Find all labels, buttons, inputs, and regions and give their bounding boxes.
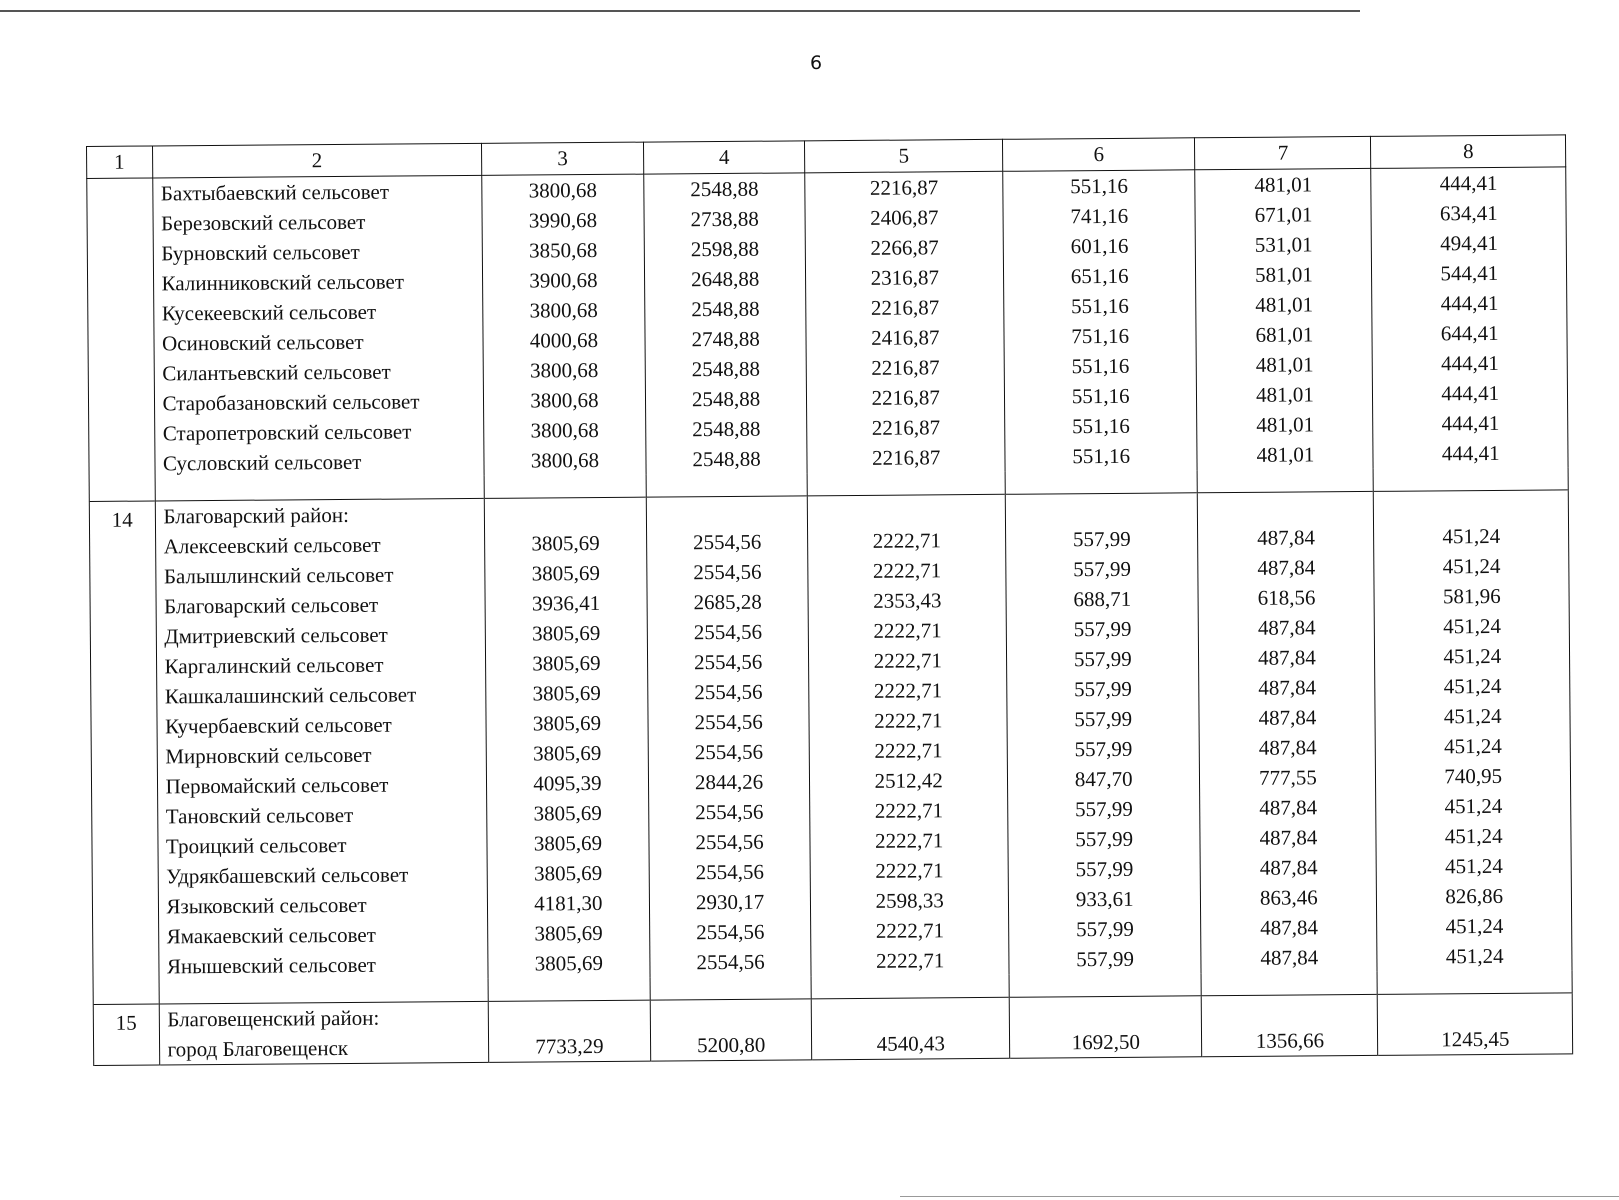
numeric-value: 601,16 — [1070, 233, 1129, 259]
numeric-value: 487,84 — [1257, 525, 1316, 550]
numeric-value: 557,99 — [1074, 796, 1133, 822]
numeric-value: 3800,68 — [530, 417, 599, 443]
numeric-value: 2222,71 — [875, 918, 945, 943]
numeric-value: 688,71 — [1073, 586, 1132, 612]
numeric-value: 481,01 — [1255, 382, 1314, 407]
name-cell — [155, 498, 488, 981]
column-header: 1 — [87, 146, 153, 179]
numeric-value: 2648,88 — [690, 266, 760, 292]
value-cell-col-6 — [1005, 493, 1201, 975]
numeric-value: 451,24 — [1444, 733, 1502, 759]
numeric-value: 618,56 — [1257, 585, 1316, 610]
numeric-value: 451,24 — [1444, 853, 1503, 879]
numeric-value: 3805,69 — [532, 680, 601, 706]
numeric-value: 3805,69 — [534, 950, 604, 976]
numeric-value: 2222,71 — [874, 708, 943, 733]
numeric-value: 551,16 — [1072, 443, 1131, 469]
value-cell-col-3 — [488, 1000, 650, 1062]
numeric-value: 551,16 — [1071, 383, 1130, 409]
numeric-value: 3805,69 — [532, 710, 602, 736]
numeric-value: 2512,42 — [874, 768, 943, 793]
numeric-value: 451,24 — [1445, 913, 1504, 939]
numeric-value: 444,41 — [1441, 440, 1500, 466]
numeric-value: 487,84 — [1259, 795, 1318, 820]
numeric-value: 487,84 — [1260, 945, 1319, 970]
spacer-cell — [1374, 467, 1569, 491]
numeric-value: 2216,87 — [869, 175, 939, 200]
blank-line — [816, 495, 997, 526]
numeric-value: 2416,87 — [871, 325, 940, 350]
name-cell — [152, 175, 484, 478]
blank-line — [820, 998, 1001, 1029]
numeric-value: 2222,71 — [872, 558, 942, 583]
numeric-value: 2216,87 — [871, 355, 940, 380]
numeric-value: 451,24 — [1442, 553, 1501, 579]
numeric-value: 487,84 — [1258, 675, 1317, 700]
numeric-value: 551,16 — [1071, 353, 1130, 379]
numeric-value: 2406,87 — [870, 205, 939, 230]
numeric-value: 2222,71 — [872, 528, 942, 553]
numeric-value: 551,16 — [1071, 293, 1129, 319]
numeric-value: 557,99 — [1072, 526, 1131, 552]
numeric-value: 2554,56 — [693, 649, 763, 675]
spacer-cell — [89, 478, 155, 501]
numeric-value: 2222,71 — [874, 738, 943, 763]
numeric-value: 740,95 — [1444, 763, 1503, 789]
settlement-name: Старобазановский сельсовет — [162, 389, 420, 416]
numeric-value: 4181,30 — [534, 890, 603, 916]
numeric-value: 444,41 — [1441, 350, 1499, 376]
column-header: 6 — [1002, 138, 1195, 172]
numeric-value: 5200,80 — [696, 1032, 766, 1058]
name-cell — [159, 1001, 489, 1065]
settlement-name: Янышевский сельсовет — [166, 952, 377, 979]
numeric-value: 671,01 — [1254, 202, 1313, 227]
numeric-value: 2930,17 — [695, 889, 765, 915]
blank-line — [1014, 493, 1190, 524]
settlement-name: Троицкий сельсовет — [165, 832, 347, 859]
numeric-value: 4000,68 — [529, 327, 599, 353]
numeric-value: 2685,28 — [693, 589, 762, 615]
numeric-value: 481,01 — [1256, 412, 1315, 437]
value-cell-col-4 — [650, 999, 812, 1061]
numeric-value: 933,61 — [1075, 886, 1134, 912]
column-header: 8 — [1371, 135, 1566, 169]
numeric-value: 3800,68 — [528, 177, 597, 203]
data-table — [86, 134, 1573, 1066]
numeric-value: 2554,56 — [694, 709, 763, 735]
numeric-value: 487,84 — [1260, 915, 1319, 940]
numeric-value: 551,16 — [1070, 173, 1129, 199]
settlement-name: Первомайский сельсовет — [165, 772, 389, 799]
value-cell-col-5 — [812, 997, 1010, 1060]
value-cell-col-3 — [484, 497, 649, 979]
settlement-name: Балышлинский сельсовет — [163, 562, 394, 589]
settlement-name: Кучербаевский сельсовет — [164, 712, 392, 739]
numeric-value: 557,99 — [1074, 736, 1133, 762]
numeric-value: 2216,87 — [871, 445, 941, 470]
numeric-value: 557,99 — [1074, 676, 1132, 702]
spacer-cell — [1198, 469, 1374, 493]
numeric-value: 3805,69 — [532, 650, 601, 676]
value-cell-col-8 — [1374, 490, 1572, 972]
blank-line — [1018, 996, 1194, 1027]
numeric-value: 3800,68 — [529, 357, 599, 383]
value-cell-col-3 — [482, 174, 646, 476]
blank-line — [493, 498, 638, 529]
numeric-value: 557,99 — [1074, 706, 1133, 732]
numeric-value: 1692,50 — [1071, 1029, 1140, 1055]
settlement-name: Мирновский сельсовет — [165, 742, 372, 769]
scan-edge-line — [0, 10, 1360, 12]
settlement-name: Дмитриевский сельсовет — [164, 622, 388, 649]
value-cell-col-6 — [1003, 170, 1198, 472]
numeric-value: 751,16 — [1071, 323, 1130, 349]
numeric-value: 3990,68 — [528, 207, 598, 233]
spacer-cell — [1009, 973, 1202, 997]
table-row — [93, 993, 1572, 1066]
numeric-value: 487,84 — [1258, 645, 1316, 670]
numeric-value: 451,24 — [1444, 793, 1503, 819]
numeric-value: 2554,56 — [695, 859, 765, 885]
numeric-value: 826,86 — [1445, 883, 1504, 909]
spacer-cell — [650, 976, 812, 1000]
numeric-value: 544,41 — [1440, 260, 1499, 286]
numeric-value: 581,96 — [1442, 583, 1501, 609]
blank-line — [1206, 492, 1365, 523]
numeric-value: 2216,87 — [871, 415, 941, 440]
numeric-value: 1245,45 — [1441, 1026, 1510, 1052]
numeric-value: 3805,69 — [533, 800, 602, 826]
settlement-name: Кашкалашинский сельсовет — [164, 682, 417, 709]
numeric-value: 557,99 — [1075, 916, 1134, 942]
numeric-value: 2548,88 — [690, 176, 759, 202]
settlement-name: Старопетровский сельсовет — [162, 419, 412, 446]
numeric-value: 3805,69 — [532, 620, 601, 646]
settlement-name: город Благовещенск — [167, 1035, 349, 1062]
numeric-value: 2598,88 — [690, 236, 760, 262]
spacer-cell — [488, 978, 650, 1002]
page-number: 6 — [810, 52, 823, 74]
numeric-value: 487,84 — [1259, 825, 1318, 850]
numeric-value: 3936,41 — [531, 590, 601, 616]
value-cell-col-6 — [1009, 996, 1202, 1059]
numeric-value: 487,84 — [1258, 735, 1317, 760]
numeric-value: 1356,66 — [1255, 1028, 1325, 1053]
numeric-value: 2222,71 — [874, 828, 944, 853]
numeric-value: 481,01 — [1255, 352, 1314, 377]
numeric-value: 681,01 — [1255, 322, 1314, 347]
spacer-cell — [1005, 470, 1198, 494]
numeric-value: 2216,87 — [871, 385, 940, 410]
value-cell-col-8 — [1371, 167, 1568, 469]
settlement-name: Тановский сельсовет — [165, 802, 354, 829]
numeric-value: 634,41 — [1439, 200, 1498, 226]
spacer-cell — [155, 476, 485, 501]
numeric-value: 2844,26 — [694, 769, 764, 795]
numeric-value: 3805,69 — [533, 830, 603, 856]
table-row — [87, 167, 1568, 479]
blank-line — [1210, 995, 1369, 1026]
numeric-value: 741,16 — [1070, 203, 1129, 229]
spacer-cell — [93, 981, 159, 1004]
numeric-value: 557,99 — [1073, 556, 1132, 582]
numeric-value: 581,01 — [1255, 262, 1313, 287]
numeric-value: 2548,88 — [692, 416, 761, 442]
value-cell-col-8 — [1378, 993, 1573, 1056]
numeric-value: 444,41 — [1440, 290, 1499, 316]
numeric-value: 2554,56 — [696, 949, 765, 975]
spacer-cell — [1201, 972, 1377, 996]
blank-line — [658, 999, 803, 1030]
settlement-name: Сусловский сельсовет — [162, 449, 362, 476]
numeric-value: 847,70 — [1074, 766, 1133, 792]
numeric-value: 451,24 — [1443, 613, 1502, 639]
numeric-value: 551,16 — [1071, 413, 1130, 439]
numeric-value: 557,99 — [1075, 826, 1134, 852]
settlement-name: Бахтыбаевский сельсовет — [160, 179, 390, 206]
numeric-value: 3805,69 — [531, 530, 600, 556]
numeric-value: 494,41 — [1440, 230, 1499, 256]
numeric-value: 3800,68 — [530, 447, 600, 473]
numeric-value: 2222,71 — [875, 858, 944, 883]
numeric-value: 3800,68 — [529, 297, 598, 323]
numeric-value: 487,84 — [1259, 855, 1318, 880]
numeric-value: 7733,29 — [535, 1033, 604, 1059]
numeric-value: 3800,68 — [530, 387, 599, 413]
spacer-cell — [1377, 970, 1572, 994]
numeric-value: 3805,69 — [532, 740, 602, 766]
numeric-value: 444,41 — [1441, 410, 1500, 436]
numeric-value: 2353,43 — [873, 588, 942, 613]
numeric-value: 3805,69 — [531, 560, 600, 586]
scan-edge-line — [900, 1196, 1619, 1197]
district-title: Благоварский район: — [163, 502, 350, 529]
value-cell-col-4 — [644, 173, 808, 475]
numeric-value: 2598,33 — [875, 888, 944, 913]
spacer-cell — [159, 979, 489, 1004]
numeric-value: 487,84 — [1258, 705, 1317, 730]
numeric-value: 651,16 — [1070, 263, 1129, 289]
numeric-value: 2266,87 — [870, 235, 939, 260]
numeric-value: 451,24 — [1443, 673, 1502, 699]
numeric-value: 2548,88 — [691, 356, 761, 382]
table-row — [89, 490, 1572, 982]
settlement-name: Березовский сельсовет — [161, 209, 366, 236]
numeric-value: 481,01 — [1256, 442, 1315, 467]
numeric-value: 2554,56 — [695, 799, 764, 825]
numeric-value: 2216,87 — [870, 295, 940, 320]
section-number: 14 — [89, 501, 158, 982]
numeric-value: 451,24 — [1443, 703, 1502, 729]
numeric-value: 2554,56 — [696, 919, 765, 945]
numeric-value: 557,99 — [1073, 646, 1132, 672]
table-section — [89, 490, 1572, 1005]
numeric-value: 2222,71 — [875, 948, 945, 973]
value-cell-col-5 — [805, 171, 1005, 473]
column-header: 2 — [152, 143, 482, 178]
blank-line — [1382, 490, 1560, 521]
settlement-name: Языковский сельсовет — [166, 892, 367, 919]
numeric-value: 2554,56 — [694, 739, 764, 765]
table-section — [87, 167, 1568, 502]
spacer-cell — [812, 975, 1010, 999]
section-number — [87, 178, 155, 479]
numeric-value: 2222,71 — [873, 678, 943, 703]
settlement-name: Каргалинский сельсовет — [164, 652, 384, 679]
numeric-value: 2222,71 — [874, 798, 944, 823]
numeric-value: 444,41 — [1441, 380, 1500, 406]
numeric-value: 557,99 — [1075, 856, 1134, 882]
numeric-value: 451,24 — [1442, 523, 1501, 549]
section-number: 15 — [93, 1004, 159, 1066]
numeric-value: 2222,71 — [873, 648, 943, 673]
numeric-value: 2548,88 — [691, 296, 760, 322]
numeric-value: 481,01 — [1255, 292, 1314, 317]
value-cell-col-7 — [1198, 491, 1378, 973]
value-cell-col-4 — [646, 496, 811, 978]
numeric-value: 487,84 — [1257, 555, 1316, 580]
numeric-value: 2548,88 — [691, 386, 761, 412]
numeric-value: 2554,56 — [693, 529, 762, 555]
settlement-name: Ямакаевский сельсовет — [166, 922, 376, 949]
column-header: 4 — [643, 141, 805, 174]
numeric-value: 2316,87 — [870, 265, 940, 290]
column-header: 7 — [1195, 136, 1371, 169]
numeric-value: 451,24 — [1444, 823, 1503, 849]
numeric-value: 3900,68 — [529, 267, 598, 293]
value-cell-col-7 — [1202, 994, 1379, 1056]
numeric-value: 2222,71 — [873, 618, 942, 643]
numeric-value: 4540,43 — [876, 1031, 946, 1056]
numeric-value: 557,99 — [1076, 946, 1135, 972]
numeric-value: 2554,56 — [693, 619, 763, 645]
settlement-name: Осиновский сельсовет — [161, 329, 364, 356]
column-header: 3 — [482, 142, 644, 175]
blank-line — [497, 1001, 642, 1032]
value-cell-col-5 — [808, 494, 1009, 976]
settlement-name: Калинниковский сельсовет — [161, 269, 405, 296]
numeric-value: 777,55 — [1258, 765, 1317, 790]
numeric-value: 2548,88 — [692, 446, 761, 472]
numeric-value: 487,84 — [1257, 615, 1316, 640]
settlement-name: Бурновский сельсовет — [161, 239, 360, 266]
numeric-value: 444,41 — [1439, 170, 1498, 196]
table-section — [93, 993, 1572, 1066]
numeric-value: 2748,88 — [691, 326, 760, 352]
settlement-name: Кусекеевский сельсовет — [161, 299, 377, 326]
numeric-value: 644,41 — [1440, 320, 1499, 346]
value-cell-col-7 — [1195, 168, 1373, 470]
numeric-value: 3850,68 — [529, 237, 598, 263]
numeric-value: 3805,69 — [533, 860, 603, 886]
settlement-name: Удрякбашевский сельсовет — [166, 862, 409, 889]
spacer-cell — [484, 475, 646, 499]
numeric-value: 2738,88 — [690, 206, 759, 232]
blank-line — [655, 496, 800, 527]
numeric-value: 451,24 — [1445, 943, 1504, 969]
settlement-name: Алексеевский сельсовет — [163, 532, 381, 559]
numeric-value: 2554,56 — [695, 829, 764, 855]
spacer-cell — [808, 472, 1006, 496]
blank-line — [1386, 993, 1564, 1024]
numeric-value: 451,24 — [1443, 643, 1502, 669]
settlement-name: Благоварский сельсовет — [164, 592, 379, 619]
spacer-cell — [646, 473, 808, 497]
numeric-value: 2554,56 — [694, 679, 763, 705]
district-title: Благовещенский район: — [167, 1005, 380, 1032]
column-header: 5 — [805, 139, 1003, 173]
numeric-value: 3805,69 — [534, 920, 603, 946]
numeric-value: 531,01 — [1254, 232, 1313, 257]
settlement-name: Силантьевский сельсовет — [162, 359, 391, 386]
numeric-value: 481,01 — [1254, 172, 1313, 197]
numeric-value: 557,99 — [1073, 616, 1132, 642]
numeric-value: 4095,39 — [533, 770, 602, 796]
numeric-value: 863,46 — [1259, 885, 1318, 910]
numeric-value: 2554,56 — [693, 559, 762, 585]
